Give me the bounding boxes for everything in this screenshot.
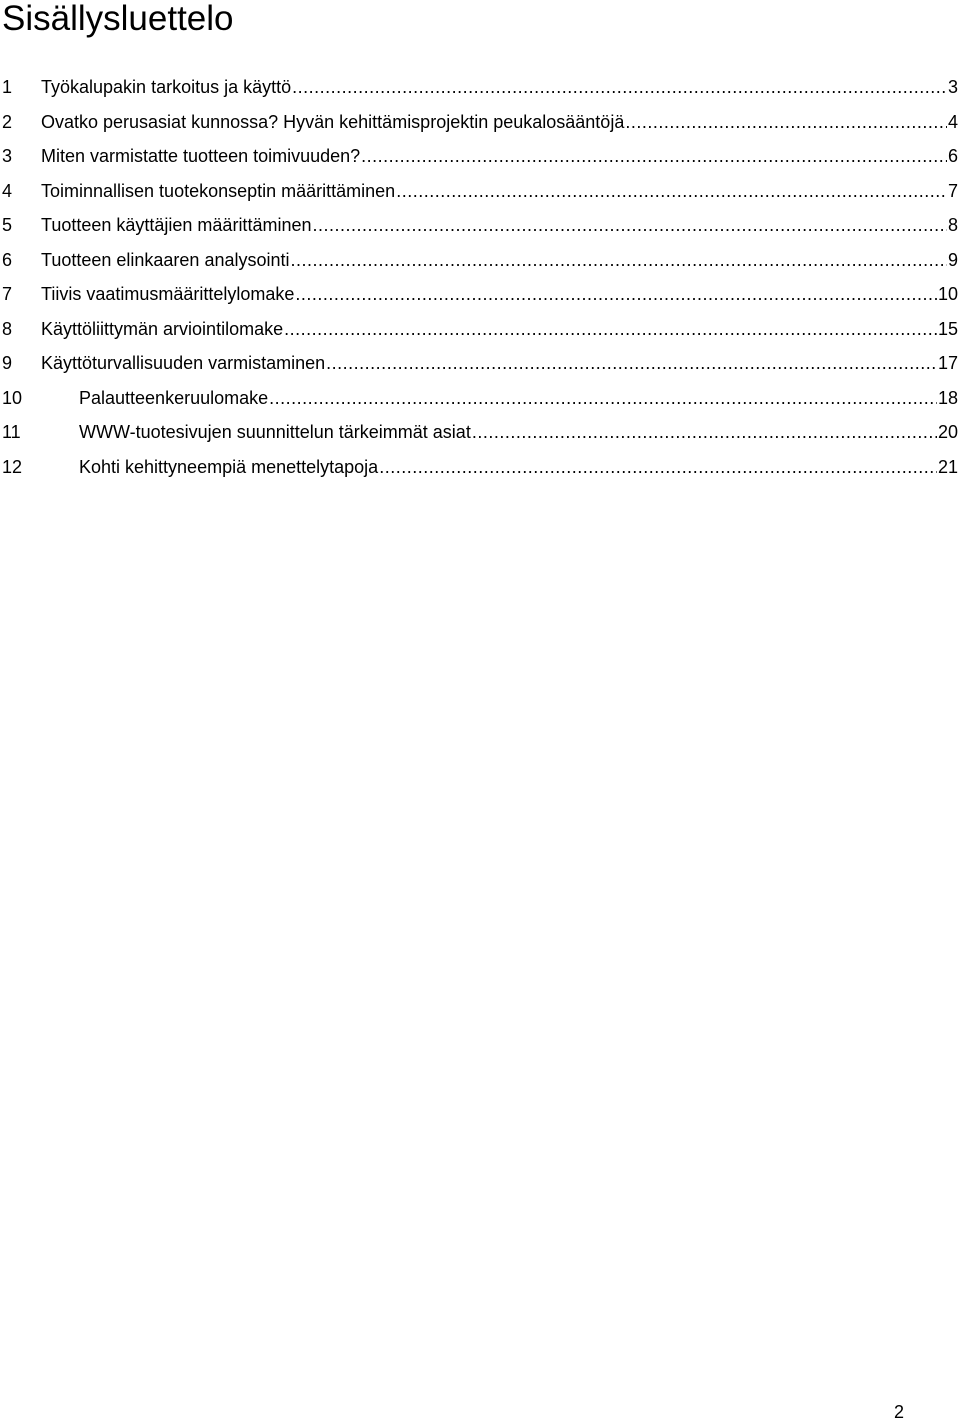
- toc-dot-leader: [625, 105, 947, 140]
- toc-entry-page: 15: [937, 312, 958, 347]
- toc-entry-4[interactable]: [0, 174, 960, 209]
- toc-entry-number: 6: [2, 249, 13, 270]
- toc-entry-number: 4: [2, 180, 13, 201]
- toc-entry-page: 10: [937, 277, 958, 312]
- toc-entry-title: Ovatko perusasiat kunnossa? Hyvän kehittämisprojektin peukalosääntöjä: [41, 105, 625, 140]
- toc-entry-11[interactable]: [0, 415, 960, 450]
- toc-entry-page: 20: [937, 415, 958, 450]
- toc-entry-title: Käyttöturvallisuuden varmistaminen: [41, 346, 326, 381]
- toc-entry-title: Tiivis vaatimusmäärittelylomake: [41, 277, 295, 312]
- toc-entry-page: 4: [947, 105, 958, 140]
- toc-entry-number: 2: [2, 111, 13, 132]
- toc-entry-title: Palautteenkeruulomake: [79, 381, 269, 416]
- toc-dot-leader: [291, 243, 947, 278]
- toc-entry-3[interactable]: [0, 139, 960, 174]
- toc-dot-leader: [292, 70, 947, 105]
- toc-entry-5[interactable]: [0, 208, 960, 243]
- toc-entry-number: 12: [2, 456, 23, 477]
- toc-entry-title: Kohti kehittyneempiä menettelytapoja: [79, 450, 379, 485]
- table-of-contents: [0, 70, 960, 484]
- toc-entry-7[interactable]: [0, 277, 960, 312]
- page-number: 2: [893, 1402, 904, 1422]
- toc-dot-leader: [396, 174, 947, 209]
- toc-entry-title: Käyttöliittymän arviointilomake: [41, 312, 284, 347]
- toc-dot-leader: [284, 312, 937, 347]
- toc-entry-number: 8: [2, 318, 13, 339]
- toc-entry-page: 21: [937, 450, 958, 485]
- toc-entry-number: 3: [2, 146, 13, 166]
- toc-entry-title: WWW-tuotesivujen suunnittelun tärkeimmät asiat: [79, 415, 472, 450]
- toc-entry-12[interactable]: [0, 450, 960, 485]
- toc-entry-title: Tuotteen käyttäjien määrittäminen: [41, 208, 312, 243]
- toc-entry-number: 5: [2, 215, 13, 235]
- toc-entry-page: 3: [947, 70, 958, 105]
- toc-dot-leader: [295, 277, 937, 312]
- toc-dot-leader: [326, 346, 937, 381]
- toc-dot-leader: [379, 450, 937, 485]
- toc-entry-2[interactable]: [0, 105, 960, 140]
- toc-entry-number: 9: [2, 353, 13, 373]
- toc-entry-page: 9: [947, 243, 958, 278]
- toc-entry-title: Työkalupakin tarkoitus ja käyttö: [41, 70, 292, 105]
- toc-entry-number: 1: [2, 77, 13, 97]
- toc-dot-leader: [472, 415, 937, 450]
- toc-dot-leader: [312, 208, 947, 243]
- toc-entry-number: 11: [2, 422, 21, 442]
- toc-dot-leader: [361, 139, 947, 174]
- toc-entry-9[interactable]: [0, 346, 960, 381]
- toc-entry-number: 10: [2, 387, 23, 408]
- toc-entry-page: 18: [937, 381, 958, 416]
- toc-dot-leader: [269, 381, 937, 416]
- toc-entry-8[interactable]: [0, 312, 960, 347]
- toc-entry-page: 17: [937, 346, 958, 381]
- toc-entry-number: 7: [2, 284, 13, 304]
- toc-entry-page: 8: [947, 208, 958, 243]
- toc-entry-page: 6: [947, 139, 958, 174]
- toc-entry-1[interactable]: [0, 70, 960, 105]
- toc-entry-title: Toiminnallisen tuotekonseptin määrittäminen: [41, 174, 396, 209]
- page-title: Sisällysluettelo: [2, 0, 234, 38]
- toc-entry-page: 7: [947, 174, 958, 209]
- toc-entry-6[interactable]: [0, 243, 960, 278]
- toc-entry-title: Miten varmistatte tuotteen toimivuuden?: [41, 139, 361, 174]
- toc-entry-title: Tuotteen elinkaaren analysointi: [41, 243, 291, 278]
- toc-entry-10[interactable]: [0, 381, 960, 416]
